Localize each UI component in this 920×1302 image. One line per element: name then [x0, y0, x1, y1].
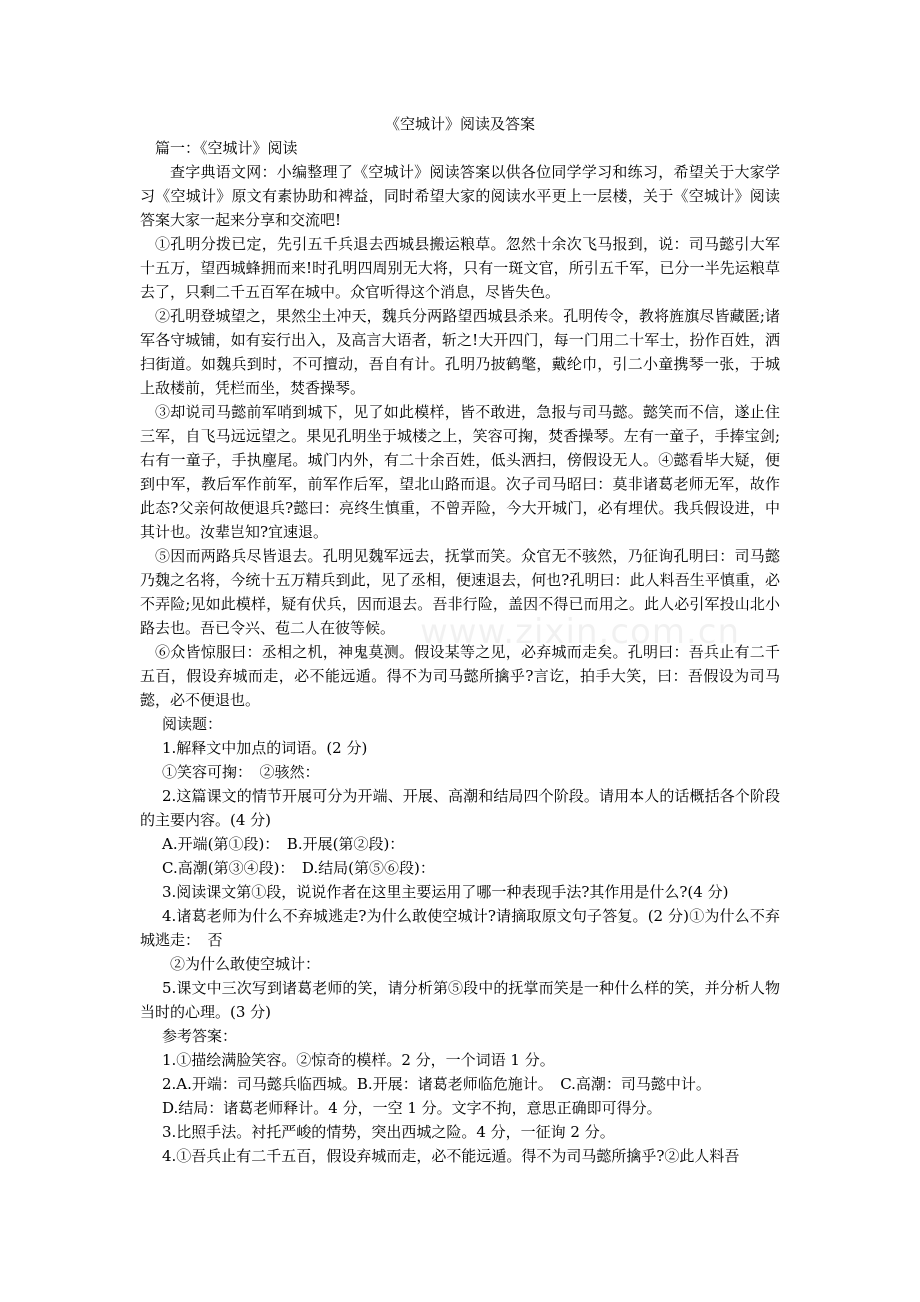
story-paragraph-6: ⑥众皆惊服曰：丞相之机，神鬼莫测。假设某等之见，必弃城而走矣。孔明曰：吾兵止有二千五百，假设弃城而走，必不能远遁。得不为司马懿所擒乎?言讫，拍手大笑，曰：吾假设为司马懿，必不便退也。: [140, 643, 780, 709]
answer-4: 4.①吾兵止有二千五百，假设弃城而走，必不能远遁。得不为司马懿所擒乎?②此人料吾: [162, 1147, 740, 1165]
answer-1: 1.①描绘满脸笑容。②惊奇的模样。2 分，一个词语 1 分。: [162, 1051, 555, 1069]
question-2: 2.这篇课文的情节开展可分为开端、开展、高潮和结局四个阶段。请用本人的话概括各个阶段的主要内容。(4 分): [140, 787, 780, 829]
story-paragraph-1: ①孔明分拨已定，先引五千兵退去西城县搬运粮草。忽然十余次飞马报到，说：司马懿引大军十五万，望西城蜂拥而来!时孔明四周别无大将，只有一斑文官，所引五千军，已分一半先运粮草去了，只剩二千五百军在城中。众官听得这个消息，尽皆失色。: [140, 235, 780, 301]
answers-heading: 参考答案：: [162, 1027, 238, 1045]
question-4-b: ②为什么敢使空城计：: [170, 955, 321, 973]
answer-2: 2.A.开端：司马懿兵临西城。B.开展：诸葛老师临危施计。 C.高潮：司马懿中计。: [162, 1075, 711, 1093]
answer-3: 3.比照手法。衬托严峻的情势，突出西城之险。4 分，一征询 2 分。: [162, 1123, 615, 1141]
intro-paragraph: 查字典语文网：小编整理了《空城计》阅读答案以供各位同学学习和练习，希望关于大家学习《空城计》原文有素协助和裨益，同时希望大家的阅读水平更上一层楼，关于《空城计》阅读答案大家一起来分享和交流吧!: [140, 163, 780, 229]
story-paragraph-3: ③却说司马懿前军哨到城下，见了如此模样，皆不敢进，急报与司马懿。懿笑而不信，遂止住三军，自飞马远远望之。果见孔明坐于城楼之上，笑容可掬，焚香操琴。左有一童子，手捧宝剑;右有一童子，手执麈尾。城门内外，有二十余百姓，低头洒扫，傍假设无人。④懿看毕大疑，便到中军，教后军作前军，前军作后军，望北山路而退。次子司马昭曰：莫非诸葛老师无军，故作此态?父亲何故便退兵?懿曰：亮终生慎重，不曾弄险，今大开城门，必有埋伏。我兵假设进，中其计也。汝辈岂知?宜速退。: [140, 403, 780, 541]
question-5: 5.课文中三次写到诸葛老师的笑，请分析第⑤段中的抚掌而笑是一种什么样的笑，并分析人物当时的心理。(3 分): [140, 979, 780, 1021]
questions-heading: 阅读题：: [162, 715, 223, 733]
question-1: 1.解释文中加点的词语。(2 分): [162, 739, 368, 757]
document-title: 《空城计》阅读及答案: [384, 115, 535, 133]
story-paragraph-2: ②孔明登城望之，果然尘土冲天，魏兵分两路望西城县杀来。孔明传令，教将旌旗尽皆藏匿;诸军各守城铺，如有妄行出入，及高言大语者，斩之!大开四门，每一门用二十军士，扮作百姓，洒扫街道。如魏兵到时，不可擅动，吾自有计。孔明乃披鹤氅，戴纶巾，引二小童携琴一张，于城上敌楼前，凭栏而坐，焚香操琴。: [140, 307, 780, 397]
section-heading: 篇一：《空城计》阅读: [155, 139, 298, 157]
answer-2-d: D.结局：诸葛老师释计。4 分，一空 1 分。文字不拘，意思正确即可得分。: [162, 1099, 662, 1117]
question-3: 3.阅读课文第①段，说说作者在这里主要运用了哪一种表现手法?其作用是什么?(4 分): [162, 883, 729, 901]
question-1-items: ①笑容可掬： ②骇然：: [162, 763, 320, 781]
document-page: [140, 112, 780, 1168]
question-2-ab: A.开端(第①段)： B.开展(第②段)：: [162, 835, 405, 853]
question-4: 4.诸葛老师为什么不弃城逃走?为什么敢使空城计?请摘取原文句子答复。(2 分)①为什么不弃城逃走： 否: [140, 907, 780, 949]
question-2-cd: C.高潮(第③④段)： D.结局(第⑤⑥段)：: [162, 859, 435, 877]
watermark-text: www.zixin.com.cn: [420, 612, 740, 652]
story-paragraph-5: ⑤因而两路兵尽皆退去。孔明见魏军远去，抚掌而笑。众官无不骇然，乃征询孔明曰：司马懿乃魏之名将，今统十五万精兵到此，见了丞相，便速退去，何也?孔明曰：此人料吾生平慎重，必不弄险;见如此模样，疑有伏兵，因而退去。吾非行险，盖因不得已而用之。此人必引军投山北小路去也。吾已令兴、苞二人在彼等候。: [140, 547, 780, 637]
